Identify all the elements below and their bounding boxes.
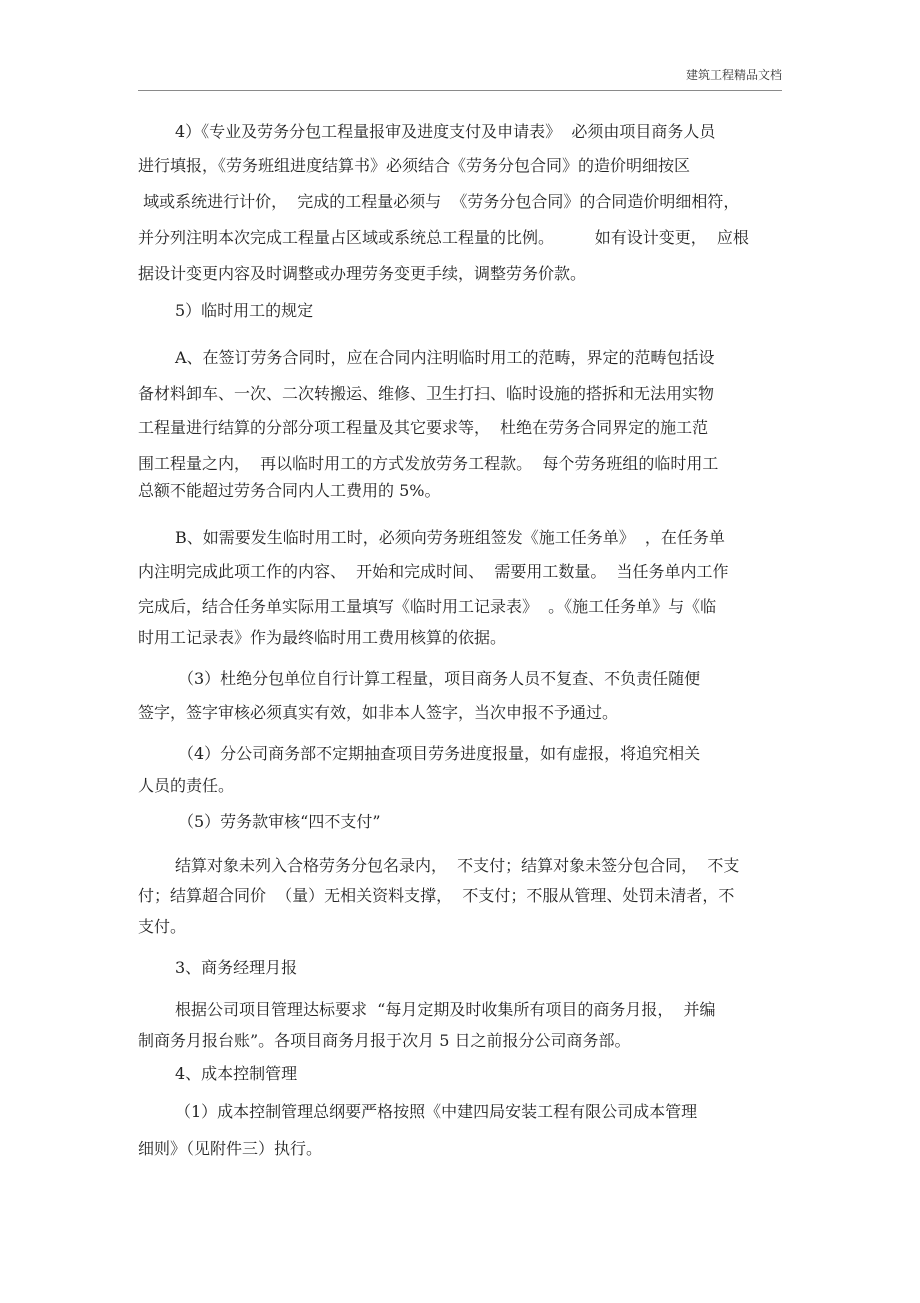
text-line: 支付。 [138, 917, 187, 936]
text-line: 制商务月报台账”。各项目商务月报于次月 5 日之前报分公司商务部。 [138, 1031, 631, 1050]
text-line: （3）杜绝分包单位自行计算工程量，项目商务人员不复查、不负责任随便 [178, 669, 701, 688]
text-line: 时用工记录表》作为最终临时用工费用核算的依据。 [138, 628, 507, 647]
text-line: 4、成本控制管理 [175, 1064, 298, 1083]
text-line: 围工程量之内， 再以临时用工的方式发放劳务工程款。 每个劳务班组的临时用工 [138, 454, 719, 473]
text-line: 完成后，结合任务单实际用工量填写《临时用工记录表》 。《施工任务单》与《临 [138, 597, 717, 616]
text-line: 工程量进行结算的分部分项工程量及其它要求等， 杜绝在劳务合同界定的施工范 [138, 418, 709, 437]
text-line: A、在签订劳务合同时，应在合同内注明临时用工的范畴，界定的范畴包括设 [175, 348, 715, 367]
text-line: 内注明完成此项工作的内容、 开始和完成时间、 需要用工数量。 当任务单内工作 [138, 562, 729, 581]
text-line: 备材料卸车、一次、二次转搬运、维修、卫生打扫、临时设施的搭拆和无法用实物 [138, 384, 715, 403]
text-line: 域或系统进行计价， 完成的工程量必须与 《劳务分包合同》的合同造价明细相符， [138, 192, 740, 211]
text-line: 4）《专业及劳务分包工程量报审及进度支付及申请表》 必须由项目商务人员 [175, 122, 716, 141]
text-line: 细则》（见附件三）执行。 [138, 1139, 323, 1158]
header-title: 建筑工程精品文档 [685, 68, 782, 82]
text-line: （1）成本控制管理总纲要严格按照《中建四局安装工程有限公司成本管理 [175, 1102, 698, 1121]
text-line: （4）分公司商务部不定期抽查项目劳务进度报量，如有虚报，将追究相关 [178, 744, 701, 763]
text-line: 付；结算超合同价 （量）无相关资料支撑， 不支付；不服从管理、处罚未清者，不 [138, 886, 735, 905]
text-line: 总额不能超过劳务合同内人工费用的 5%。 [138, 481, 441, 500]
text-line: 人员的责任。 [138, 776, 235, 795]
text-line: 根据公司项目管理达标要求 “每月定期及时收集所有项目的商务月报， 并编 [175, 1000, 716, 1019]
text-line: 结算对象未列入合格劳务分包名录内， 不支付；结算对象未签分包合同， 不支 [175, 856, 740, 875]
text-line: 3、商务经理月报 [175, 958, 298, 977]
text-line: 进行填报，《劳务班组进度结算书》必须结合《劳务分包合同》的造价明细按区 [138, 156, 691, 175]
text-line: 5）临时用工的规定 [175, 301, 314, 320]
text-line: 并分列注明本次完成工程量占区域或系统总工程量的比例。 如有设计变更， 应根 [138, 228, 749, 247]
text-line: （5）劳务款审核“四不支付” [178, 812, 381, 831]
text-line: B、如需要发生临时用工时，必须向劳务班组签发《施工任务单》 ，在任务单 [175, 528, 725, 547]
text-line: 签字，签字审核必须真实有效，如非本人签字，当次申报不予通过。 [138, 703, 619, 722]
text-line: 据设计变更内容及时调整或办理劳务变更手续，调整劳务价款。 [138, 264, 587, 283]
